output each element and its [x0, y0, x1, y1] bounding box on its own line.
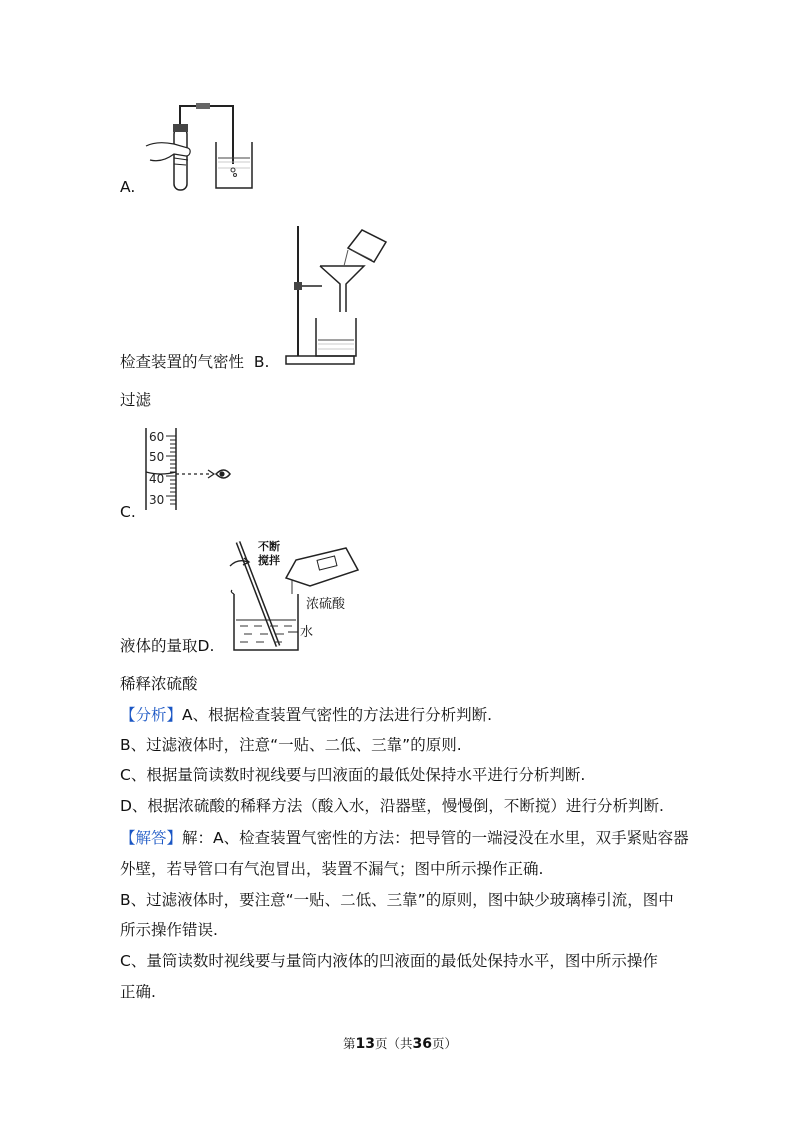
option-b-letter: B. [253, 353, 270, 371]
option-b-caption [120, 352, 269, 372]
analysis-tag: 【分析】 [120, 706, 183, 724]
cylinder-ticks [149, 430, 176, 507]
answer-line-first [120, 828, 689, 848]
option-d-letter: D. [197, 637, 215, 655]
tick-label: 60 [149, 430, 165, 444]
answer-line: 正确. [120, 983, 156, 1001]
analysis-line: C、根据量筒读数时视线要与凹液面的最低处保持水平进行分析判断. [120, 766, 586, 784]
after-d-caption: 稀释浓硫酸 [120, 675, 198, 693]
tick-label: 40 [149, 472, 165, 486]
analysis-text: A、根据检查装置气密性的方法进行分析判断. [182, 706, 493, 724]
footer-middle: 页（共 [374, 1036, 413, 1051]
option-c-letter: C. [120, 503, 136, 521]
footer-prefix: 第 [342, 1036, 356, 1051]
footer-suffix: 页） [431, 1036, 457, 1051]
answer-line: B、过滤液体时，要注意“一贴、二低、三靠”的原则，图中缺少玻璃棒引流，图中 [120, 891, 674, 909]
footer-total-pages: 36 [412, 1036, 432, 1052]
option-d-caption-text: 液体的量取 [120, 637, 198, 655]
option-d-caption [120, 636, 214, 656]
option-c-caption: 过滤 [120, 391, 152, 409]
option-a-letter: A. [120, 178, 136, 196]
answer-tag: 【解答】 [120, 829, 183, 847]
answer-line: 所示操作错误. [120, 921, 218, 939]
analysis-line: D、根据浓硫酸的稀释方法（酸入水，沿器壁，慢慢倒，不断搅）进行分析判断. [120, 797, 664, 815]
footer-page-number: 13 [355, 1036, 375, 1052]
option-b-caption-text: 检查装置的气密性 [120, 353, 245, 371]
answer-text: 解：A、检查装置气密性的方法：把导管的一端浸没在水里，双手紧贴容器 [182, 829, 689, 847]
page-footer [0, 1036, 800, 1052]
label-acid: 浓硫酸 [306, 597, 346, 612]
analysis-line-a [120, 705, 492, 725]
figure-d-dilute-acid [226, 536, 368, 654]
figure-b-filtration [282, 222, 392, 368]
tick-label: 50 [149, 450, 165, 464]
answer-line: 外壁，若导管口有气泡冒出，装置不漏气；图中所示操作正确. [120, 860, 544, 878]
label-stir-2: 搅拌 [258, 554, 280, 567]
label-water: 水 [300, 625, 314, 640]
label-stir-1: 不断 [258, 540, 280, 553]
figure-a-airtightness [140, 98, 258, 194]
analysis-line: B、过滤液体时，注意“一贴、二低、三靠”的原则. [120, 736, 462, 754]
figure-c-graduated-cylinder [142, 426, 242, 512]
eye-icon [216, 470, 230, 478]
tick-label: 30 [149, 493, 165, 507]
answer-line: C、量筒读数时视线要与量筒内液体的凹液面的最低处保持水平，图中所示操作 [120, 952, 658, 970]
